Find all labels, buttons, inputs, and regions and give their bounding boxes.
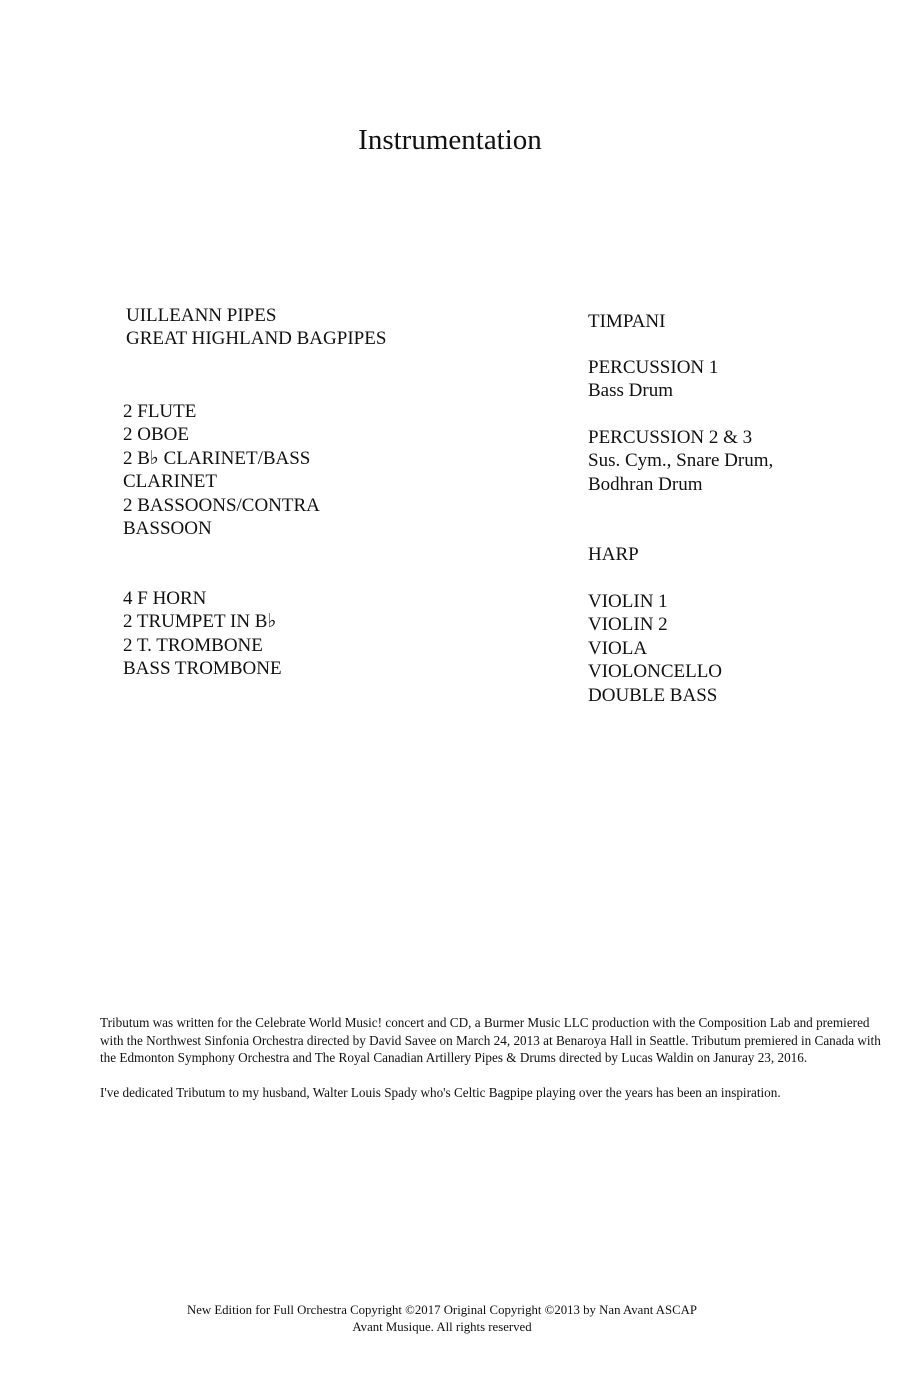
instrument-line: GREAT HIGHLAND BAGPIPES: [126, 328, 387, 350]
instrument-line: 2 T. TROMBONE: [123, 634, 263, 656]
premiere-note: Tributum was written for the Celebrate World Music! concert and CD, a Burmer Music LLC production with the Composition Lab and premiered with the Northwest Sinfonia Orchestra directed by David Savee on March 24, 2013 at Benaroya Hall in Seattle. Tributum premiered in Canada with the Edmonton Symphony Orchestra and The Royal Canadian Artillery Pipes & Drums directed by Lucas Waldin on Januray 23, 2016.: [100, 1015, 881, 1066]
instrument-line: 2 BASSOONS/CONTRA: [123, 494, 320, 516]
percussion-2-3-group: [588, 426, 773, 496]
instrument-line: TIMPANI: [588, 311, 666, 332]
instrument-detail: Sus. Cym., Snare Drum,: [588, 450, 774, 472]
instrument-line: 2 TRUMPET IN B♭: [123, 611, 277, 633]
woodwinds-group: [123, 400, 320, 540]
instrument-line: BASS TROMBONE: [123, 658, 282, 680]
instrument-detail: Bass Drum: [588, 380, 673, 402]
instrument-line: PERCUSSION 2 & 3: [588, 427, 753, 448]
page-title: Instrumentation: [358, 124, 542, 156]
instrument-line: DOUBLE BASS: [588, 684, 718, 706]
instrument-line: VIOLONCELLO: [588, 661, 723, 683]
instrument-line: VIOLIN 1: [588, 591, 668, 612]
rights-line: Avant Musique. All rights reserved: [352, 1320, 532, 1334]
instrument-line: 2 B♭ CLARINET/BASS: [123, 447, 311, 469]
strings-group: [588, 590, 722, 707]
instrument-line: PERCUSSION 1: [588, 357, 719, 378]
instrument-line: 4 F HORN: [123, 588, 207, 609]
instrument-line: VIOLIN 2: [588, 614, 668, 636]
instrument-line: BASSOON: [123, 518, 212, 540]
brass-group: [123, 587, 282, 681]
percussion-1-group: [588, 356, 718, 403]
instrument-line: 2 FLUTE: [123, 401, 197, 422]
instrument-detail: Bodhran Drum: [588, 473, 703, 495]
program-notes: [100, 1014, 885, 1102]
copyright-footer: [0, 1302, 884, 1336]
instrument-line: 2 OBOE: [123, 424, 189, 446]
copyright-line: New Edition for Full Orchestra Copyright ©2017 Original Copyright ©2013 by Nan Avant ASCAP: [186, 1303, 698, 1317]
dedication-note: I've dedicated Tributum to my husband, Walter Louis Spady who's Celtic Bagpipe playing over the years has been an inspiration.: [100, 1085, 781, 1101]
instrument-line: VIOLA: [588, 637, 648, 659]
instrument-line: CLARINET: [123, 471, 217, 493]
harp-group: [588, 543, 639, 566]
instrument-line: HARP: [588, 544, 639, 565]
timpani-group: [588, 310, 665, 333]
instrument-line: UILLEANN PIPES: [126, 305, 277, 326]
pipes-group: [126, 304, 386, 351]
